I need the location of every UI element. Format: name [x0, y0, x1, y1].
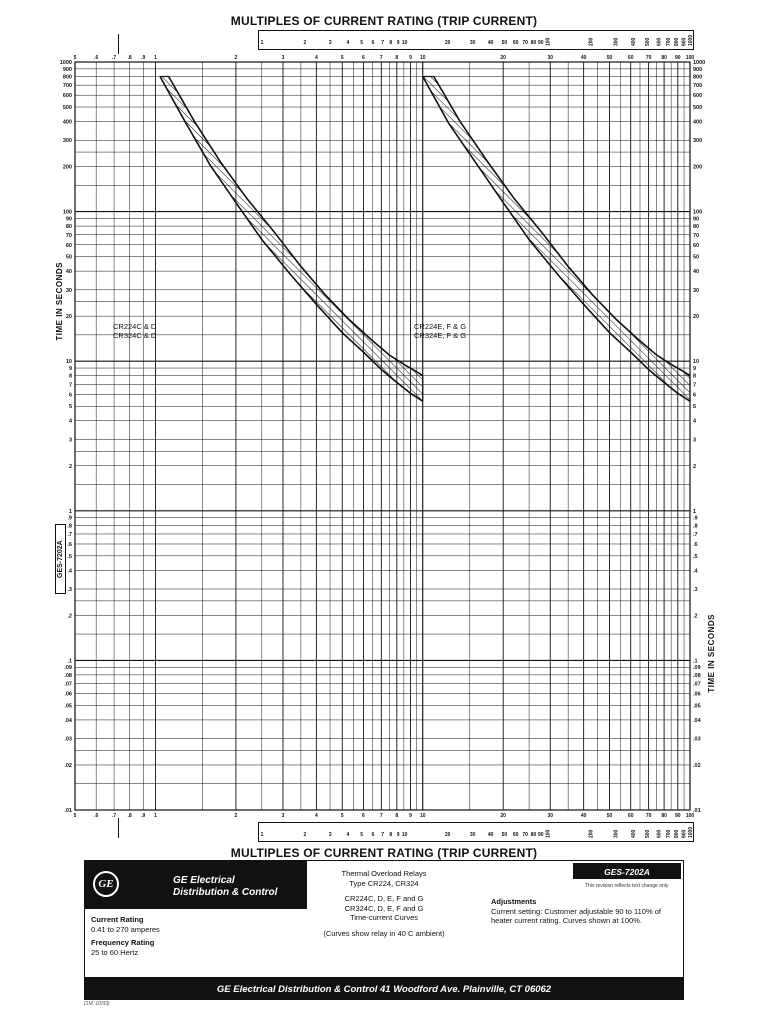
outer-x-tick-label-top: 600 — [656, 37, 663, 46]
y-tick-label-left: 1000 — [59, 60, 72, 66]
y-tick-label-right: .07 — [693, 681, 701, 688]
x-tick-label-top: 60 — [627, 55, 634, 61]
y-tick-label-right: .1 — [693, 658, 698, 665]
y-tick-label-right: 600 — [693, 93, 703, 100]
y-tick-label-right: .04 — [693, 717, 701, 724]
y-tick-label-right: .09 — [693, 665, 701, 672]
x-tick-label-top: 30 — [547, 55, 554, 61]
y-tick-label-right: 70 — [693, 232, 700, 239]
outer-x-tick-label-top: 700 — [665, 37, 672, 46]
y-tick-label-right: .01 — [693, 808, 701, 814]
y-tick-label-right: .08 — [693, 672, 701, 679]
outer-x-tick-label-bottom: 400 — [631, 829, 638, 838]
brand-block — [85, 861, 307, 909]
product-line-4: CR324C, D, E, F and G — [344, 903, 424, 913]
current-rating-label: Current Rating — [91, 915, 144, 924]
product-line-5: Time-current Curves — [349, 913, 419, 922]
y-tick-label-left: 6 — [68, 392, 72, 399]
x-tick-label-top: 5 — [340, 55, 344, 61]
y-tick-label-left: 60 — [65, 242, 72, 249]
x-tick-label-top: 100 — [685, 55, 695, 61]
x-tick-label-bottom: 50 — [606, 813, 613, 819]
y-tick-label-left: 700 — [62, 83, 72, 90]
frequency-value: 25 to 60 Hertz — [91, 947, 139, 957]
y-tick-label-right: .05 — [693, 703, 701, 710]
x-tick-label-top: 90 — [674, 55, 681, 61]
y-tick-label-left: 90 — [65, 216, 72, 223]
y-tick-label-right: 30 — [693, 287, 700, 294]
x-tick-label-top: 5 — [73, 55, 77, 61]
x-tick-label-top: 7 — [379, 55, 383, 61]
outer-x-tick-label-bottom: 30 — [469, 832, 476, 838]
y-tick-label-left: 3 — [68, 437, 72, 444]
x-tick-label-top: 70 — [645, 55, 652, 61]
outer-x-tick-label-top: 90 — [538, 40, 544, 46]
y-tick-label-right: 7 — [693, 382, 697, 389]
y-tick-label-left: .2 — [67, 613, 72, 620]
x-tick-label-bottom: 2 — [234, 813, 238, 819]
y-tick-label-right: .5 — [693, 553, 698, 560]
y-tick-label-right: 100 — [693, 209, 703, 216]
outer-x-tick-label-top: 400 — [631, 37, 638, 46]
outer-x-tick-label-top: 800 — [674, 37, 681, 46]
x-tick-label-top: .9 — [141, 55, 146, 61]
x-tick-label-top: 50 — [606, 55, 613, 61]
y-tick-label-left: 80 — [65, 224, 72, 231]
y-tick-label-left: .04 — [64, 717, 72, 724]
curve-label-cd: CR224C & D CR324C & D — [113, 322, 157, 340]
y-tick-label-left: 1 — [68, 508, 72, 515]
y-tick-label-right: 2 — [693, 463, 697, 470]
y-tick-label-left: .8 — [67, 523, 72, 530]
outer-x-tick-label-top: 10 — [401, 40, 408, 46]
doc-number-bar — [573, 863, 681, 879]
y-tick-label-left: 30 — [65, 287, 72, 294]
y-tick-label-left: 20 — [65, 314, 72, 321]
x-tick-label-top: 40 — [580, 55, 587, 61]
outer-x-tick-label-top: 4 — [346, 40, 350, 46]
adjustments-label: Adjustments — [491, 897, 537, 906]
y-tick-label-left: 900 — [62, 66, 72, 73]
y-tick-label-right: .9 — [693, 515, 698, 522]
y-tick-label-right: .8 — [693, 523, 698, 530]
x-tick-label-top: 2 — [234, 55, 238, 61]
brand-name — [173, 875, 277, 899]
y-tick-label-left: .02 — [64, 762, 72, 769]
x-tick-label-bottom: 100 — [685, 813, 695, 819]
y-tick-label-right: 3 — [693, 437, 697, 444]
address-bar — [85, 977, 683, 999]
y-tick-label-right: 300 — [693, 138, 703, 145]
y-tick-label-left: 100 — [62, 209, 72, 216]
y-axis-title-left: TIME IN SECONDS — [55, 262, 64, 341]
ratings-block — [91, 915, 301, 957]
outer-x-tick-label-top: 6 — [371, 40, 375, 46]
y-tick-label-right: 8 — [693, 373, 697, 380]
y-tick-label-right: .02 — [693, 762, 701, 769]
x-tick-label-top: 6 — [362, 55, 365, 61]
y-tick-label-right: 1 — [693, 508, 697, 515]
outer-x-scale-bottom — [258, 822, 694, 842]
y-tick-label-right: 1000 — [693, 60, 706, 66]
y-tick-label-left: 9 — [68, 366, 72, 373]
product-line-3: CR224C, D, E, F and G — [344, 894, 424, 903]
adjustments-block — [491, 897, 677, 926]
x-tick-label-top: 20 — [500, 55, 506, 61]
outer-x-tick-label-bottom: 1 — [260, 832, 264, 838]
outer-x-tick-label-top: 20 — [444, 40, 451, 46]
y-tick-label-right: .4 — [693, 568, 698, 575]
outer-x-tick-label-bottom: 600 — [656, 829, 663, 838]
current-rating-value: 0.41 to 270 amperes — [91, 924, 160, 934]
outer-x-tick-label-bottom: 500 — [645, 829, 652, 838]
y-tick-label-right: .03 — [693, 736, 701, 743]
y-tick-label-left: .5 — [67, 553, 72, 560]
x-tick-label-top: .7 — [111, 55, 117, 61]
y-tick-label-right: 50 — [693, 254, 700, 261]
x-tick-label-bottom: 9 — [409, 813, 412, 819]
chart-title-top: MULTIPLES OF CURRENT RATING (TRIP CURRENT) — [230, 14, 538, 28]
outer-x-tick-label-top: 900 — [681, 37, 688, 46]
footer-panel — [84, 860, 684, 1000]
outer-x-tick-label-bottom: 300 — [613, 829, 620, 838]
y-tick-label-right: 500 — [693, 105, 703, 112]
y-tick-label-right: 40 — [693, 269, 700, 276]
y-tick-label-left: 500 — [62, 105, 72, 112]
y-tick-label-right: 200 — [693, 164, 703, 171]
y-tick-label-left: 10 — [65, 359, 72, 366]
outer-x-tick-label-bottom: 2 — [303, 832, 307, 838]
outer-x-tick-label-bottom: 10 — [401, 832, 408, 838]
curve-label-efg: CR224E, F & G CR324E, F & G — [414, 322, 467, 340]
brand-line-2: Distribution & Control — [173, 887, 278, 898]
y-tick-label-left: 70 — [65, 232, 72, 239]
outer-x-tick-label-bottom: 100 — [545, 829, 552, 838]
outer-x-tick-label-bottom: 6 — [371, 832, 375, 838]
outer-x-tick-label-bottom: 90 — [538, 832, 544, 838]
outer-x-tick-label-top: 100 — [545, 37, 552, 46]
outer-x-tick-label-top: 300 — [613, 37, 620, 46]
x-tick-label-bottom: 3 — [281, 813, 285, 819]
y-tick-label-right: .3 — [693, 587, 698, 594]
reference-tick-bottom — [118, 818, 119, 838]
outer-x-tick-label-bottom: 50 — [501, 832, 508, 838]
y-tick-label-right: 9 — [693, 366, 697, 373]
doc-number: GES-7202A — [604, 867, 650, 877]
y-tick-label-right: 900 — [693, 66, 703, 73]
y-tick-label-right: 60 — [693, 242, 700, 249]
product-description — [309, 869, 459, 938]
revision-note: This revision reflects text change only — [585, 883, 669, 889]
x-tick-label-top: 8 — [395, 55, 399, 61]
x-tick-label-bottom: 90 — [674, 813, 681, 819]
x-tick-label-top: 3 — [281, 55, 285, 61]
outer-x-tick-label-top: 2 — [303, 40, 307, 46]
y-axis-title-right: TIME IN SECONDS — [707, 614, 716, 693]
y-tick-label-left: 200 — [62, 164, 72, 171]
print-code: (1M, 10/93) — [84, 1001, 110, 1007]
outer-x-tick-label-top: 60 — [512, 40, 519, 46]
y-tick-label-left: 4 — [68, 418, 72, 425]
y-tick-label-left: .05 — [64, 703, 72, 710]
x-tick-label-bottom: 6 — [362, 813, 365, 819]
y-tick-label-right: 80 — [693, 224, 700, 231]
y-tick-label-left: .03 — [64, 736, 72, 743]
outer-x-tick-label-bottom: 800 — [674, 829, 681, 838]
x-tick-label-bottom: .6 — [94, 813, 99, 819]
y-tick-label-right: 90 — [693, 216, 700, 223]
y-tick-label-left: .7 — [67, 531, 72, 538]
x-tick-label-bottom: 5 — [73, 813, 77, 819]
y-tick-label-left: .01 — [64, 808, 72, 814]
y-tick-label-left: .06 — [64, 691, 72, 698]
outer-x-tick-label-bottom: 1000 — [688, 826, 694, 838]
outer-x-tick-label-top: 8 — [389, 40, 393, 46]
outer-x-tick-label-bottom: 8 — [389, 832, 393, 838]
outer-x-tick-label-bottom: 20 — [444, 832, 451, 838]
x-tick-label-bottom: 60 — [627, 813, 634, 819]
outer-x-tick-label-bottom: 9 — [396, 832, 400, 838]
outer-x-tick-label-top: 3 — [328, 40, 332, 46]
outer-x-tick-label-bottom: 900 — [681, 829, 688, 838]
x-tick-label-top: .6 — [94, 55, 99, 61]
y-tick-label-right: 800 — [693, 74, 703, 81]
y-tick-label-left: 7 — [68, 382, 72, 389]
y-tick-label-right: 6 — [693, 392, 697, 399]
outer-x-tick-label-top: 1 — [260, 40, 264, 46]
outer-x-tick-label-top: 80 — [530, 40, 537, 46]
document-side-tag: GES-7202A — [55, 524, 66, 594]
outer-x-tick-label-top: 1000 — [688, 34, 694, 46]
y-tick-label-left: .09 — [64, 665, 72, 672]
x-tick-label-bottom: 10 — [419, 813, 426, 819]
x-tick-label-top: 4 — [314, 55, 318, 61]
x-tick-label-bottom: 8 — [395, 813, 399, 819]
x-tick-label-top: 80 — [661, 55, 667, 61]
outer-x-tick-label-top: 70 — [522, 40, 528, 46]
x-tick-label-top: 9 — [409, 55, 412, 61]
outer-x-tick-label-bottom: 7 — [381, 832, 384, 838]
y-tick-label-right: .2 — [693, 613, 698, 620]
y-tick-label-left: 50 — [65, 254, 72, 261]
x-tick-label-bottom: 80 — [661, 813, 667, 819]
ambient-note: (Curves show relay in 40 C ambient) — [323, 928, 445, 938]
y-tick-label-right: .7 — [693, 531, 698, 538]
x-tick-label-top: 1 — [154, 55, 157, 61]
frequency-label: Frequency Rating — [91, 938, 155, 947]
x-tick-label-bottom: 40 — [580, 813, 587, 819]
outer-x-tick-label-bottom: 700 — [665, 829, 672, 838]
y-tick-label-left: 600 — [62, 93, 72, 100]
y-tick-label-right: 400 — [693, 119, 703, 126]
address-text: GE Electrical Distribution & Control 41 Woodford Ave. Plainville, CT 06062 — [216, 984, 552, 995]
y-tick-label-right: 5 — [693, 404, 697, 411]
y-tick-label-right: 10 — [693, 359, 700, 366]
outer-x-tick-label-top: 7 — [381, 40, 384, 46]
x-tick-label-bottom: 4 — [314, 813, 318, 819]
y-tick-label-left: 2 — [68, 463, 72, 470]
outer-x-tick-label-top: 30 — [469, 40, 476, 46]
outer-x-tick-label-bottom: 3 — [328, 832, 332, 838]
x-tick-label-bottom: 30 — [547, 813, 554, 819]
x-tick-label-bottom: 20 — [500, 813, 506, 819]
outer-x-tick-label-top: 200 — [588, 37, 595, 46]
y-tick-label-right: 20 — [693, 314, 700, 321]
x-tick-label-bottom: .9 — [141, 813, 146, 819]
y-tick-label-right: 700 — [693, 83, 703, 90]
x-tick-label-bottom: .7 — [111, 813, 117, 819]
x-tick-label-bottom: 5 — [340, 813, 344, 819]
outer-x-tick-label-top: 5 — [360, 40, 364, 46]
x-tick-label-bottom: .8 — [127, 813, 132, 819]
x-tick-label-bottom: 70 — [645, 813, 652, 819]
y-tick-label-right: .6 — [693, 541, 698, 548]
y-tick-label-left: .6 — [67, 541, 72, 548]
y-tick-label-left: 40 — [65, 269, 72, 276]
y-tick-label-left: 8 — [68, 373, 72, 380]
x-tick-label-bottom: 7 — [379, 813, 383, 819]
outer-x-tick-label-bottom: 4 — [346, 832, 350, 838]
y-tick-label-left: 400 — [62, 119, 72, 126]
y-tick-label-left: 5 — [68, 404, 72, 411]
outer-x-tick-label-bottom: 60 — [512, 832, 519, 838]
outer-x-tick-label-bottom: 80 — [530, 832, 537, 838]
outer-x-tick-label-top: 50 — [501, 40, 508, 46]
y-tick-label-right: .06 — [693, 691, 701, 698]
chart-title-bottom: MULTIPLES OF CURRENT RATING (TRIP CURRENT) — [230, 846, 538, 860]
y-tick-label-left: .4 — [67, 568, 72, 575]
x-tick-label-bottom: 1 — [154, 813, 157, 819]
outer-x-tick-label-bottom: 70 — [522, 832, 528, 838]
adjustments-text: Current setting: Customer adjustable 90 to 110% of heater current rating. Curves shown at 100%. — [491, 906, 661, 925]
y-tick-label-right: 4 — [693, 418, 697, 425]
outer-x-tick-label-top: 9 — [396, 40, 400, 46]
x-tick-label-top: 10 — [419, 55, 426, 61]
x-tick-label-top: .8 — [127, 55, 132, 61]
ge-logo: GE — [93, 871, 119, 897]
product-line-2: Type CR224, CR324 — [349, 878, 419, 888]
y-tick-label-left: 300 — [62, 138, 72, 145]
y-tick-label-left: .08 — [64, 672, 72, 679]
y-tick-label-left: 800 — [62, 74, 72, 81]
y-tick-label-left: .1 — [67, 658, 72, 665]
y-tick-label-left: .9 — [67, 515, 72, 522]
y-tick-label-left: .3 — [67, 587, 72, 594]
outer-x-tick-label-top: 500 — [645, 37, 652, 46]
plot-frame — [75, 62, 690, 810]
outer-x-tick-label-bottom: 40 — [487, 832, 494, 838]
outer-x-tick-label-bottom: 5 — [360, 832, 364, 838]
y-tick-label-left: .07 — [64, 681, 72, 688]
product-line-1: Thermal Overload Relays — [341, 869, 427, 878]
brand-line-1: GE Electrical — [173, 875, 235, 886]
outer-x-tick-label-top: 40 — [487, 40, 494, 46]
outer-x-tick-label-bottom: 200 — [588, 829, 595, 838]
